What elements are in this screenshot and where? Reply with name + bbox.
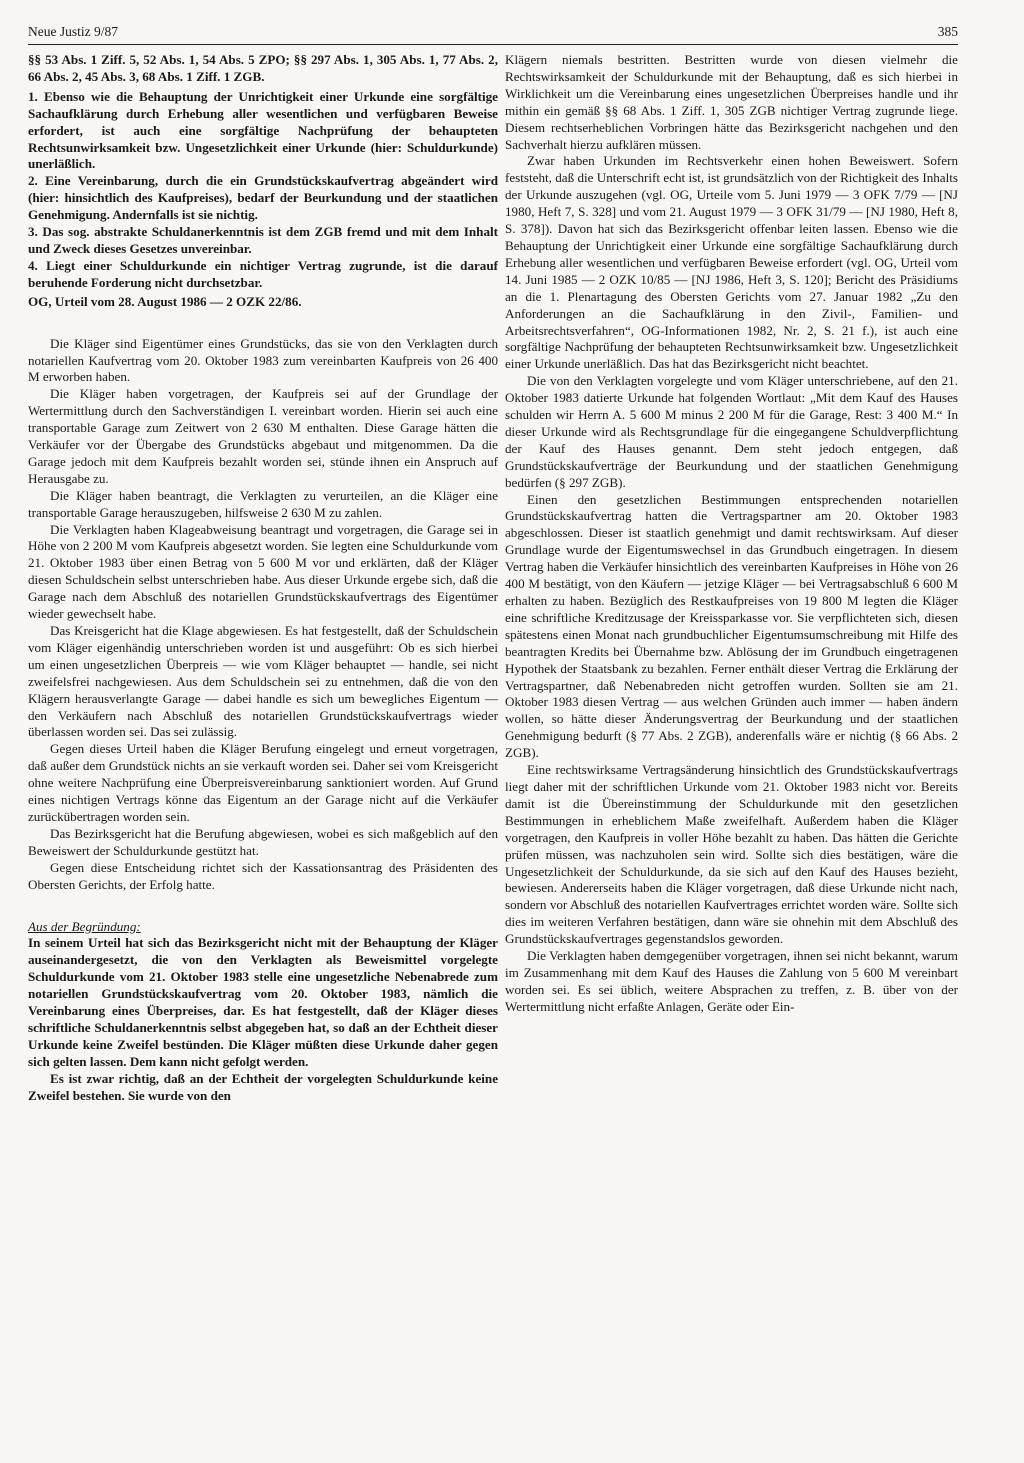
facts-paragraph: Die Kläger haben vorgetragen, der Kaufpreis sei auf der Grundlage der Wertermittlung durch den Sachverständigen I. vereinbart worden. Hierin sei auch eine transportable Garage zum Zeitwert von 2 630 M enthalten. Diese Garage hätten die Verkäufer vor der Übergabe des Grundstücks abgebaut und mitgenommen. Da die Garage jedoch mit dem Kaufpreis bezahlt worden sei, stünde ihnen ein Anspruch auf Herausgabe zu. bbox=[28, 386, 498, 486]
headnote-4: 4. Liegt einer Schuldurkunde ein nichtiger Vertrag zugrunde, ist die darauf beruhende Forderung nicht durchsetzbar. bbox=[28, 257, 498, 290]
headnote-3: 3. Das sog. abstrakte Schuldanerkenntnis ist dem ZGB fremd und mit dem Inhalt und Zweck dieses Gesetzes unvereinbar. bbox=[28, 224, 498, 256]
reasons-paragraph: Einen den gesetzlichen Bestimmungen entsprechenden notariellen Grundstückskaufvertrag hatten die Vertragspartner am 20. Oktober 1983 abgeschlossen. Dieser ist staatlich genehmigt und damit rechtswirksam. Auf dieser Grundlage wurde der Eigentumswechsel in das Grundbuch eingetragen. In diesem Vertrag haben die Verkäufer hinsichtlich des vereinbarten Kaufpreises in Höhe von 26 400 M bestätigt, von den Käufern — jetzige Kläger — bei Vertragsabschluß 6 600 M erhalten zu haben. Bezüglich des Restkaufpreises von 19 800 M legten die Kläger eine schriftliche Kreditzusage der Kreissparkasse vor. Sie verpflichteten sich, diesen spätestens einen Monat nach grundbuchlicher Eigentumsumschreibung mit Hilfe des beantragten Kredits bei Übernahme bzw. Ablösung der im Grundbuch eingetragenen Hypothek der Staatsbank zu bezahlen. Ferner enthält dieser Vertrag die Erklärung der Vertragspartner, daß Nebenabreden nicht getroffen wurden. Sollten sie am 21. Oktober 1983 diesen Vertrag — aus welchen Gründen auch immer — haben ändern wollen, so hätte dieser Änderungsvertrag der Beurkundung und der staatlichen Genehmigung bedurft (§ 77 Abs. 2 ZGB), anderenfalls wäre er nichtig (§ 66 Abs. 2 ZGB). bbox=[505, 491, 958, 761]
reasons-paragraph: Eine rechtswirksame Vertragsänderung hinsichtlich des Grundstückskaufvertrags liegt daher mit der schriftlichen Urkunde vom 21. Oktober 1983 nicht vor. Bereits damit ist die Übereinstimmung der Schuldurkunde mit den gesetzlichen Bestimmungen in erheblichem Maße zweifelhaft. Außerdem haben die Kläger vorgetragen, den Kaufpreis in voller Höhe bezahlt zu haben. Das hätten die Gerichte prüfen müssen, was nachzuholen sein wird. Sollte sich dies bestätigen, wäre die Ungesetzlichkeit der Schuldurkunde, da sie sich auf den Kauf des Hauses bezieht, bewiesen. Andererseits haben die Kläger vorgetragen, daß diese Urkunde nicht nach, sondern vor Abschluß des notariellen Kaufvertrages errichtet worden wäre. Sollte sich dies im weiteren Verfahren bestätigen, dann wäre sie ohnehin mit dem Abschluß des Grundstückskaufvertrages gegenstandslos geworden. bbox=[505, 762, 958, 947]
reasons-paragraph: Die Verklagten haben demgegenüber vorgetragen, ihnen sei nicht bekannt, warum im Zusammenhang mit dem Kauf des Hauses die Zahlung von 5 600 M vereinbart worden sei. Es sei üblich, weitere Absprachen zu treffen, z. B. über von der Wertermittlung nicht erfaßte Anlagen, Geräte oder Ein- bbox=[505, 948, 958, 1014]
right-column bbox=[505, 52, 958, 1016]
facts-paragraph: Gegen diese Entscheidung richtet sich der Kassationsantrag des Präsidenten des Obersten Gerichts, der Erfolg hatte. bbox=[28, 859, 498, 892]
facts-paragraph: Die Kläger haben beantragt, die Verklagten zu verurteilen, an die Kläger eine transportable Garage herauszugeben, hilfsweise 2 630 M zu zahlen. bbox=[28, 487, 498, 520]
reasons-paragraph: Klägern niemals bestritten. Bestritten wurde von diesen vielmehr die Rechtswirksamkeit der Schuldurkunde mit der Behauptung, daß es sich hierbei in Wirklichkeit um die Vereinbarung eines ungesetzlichen Überpreises handle und ihr mithin ein gemäß §§ 68 Abs. 1 Ziff. 1, 305 ZGB nichtiger Vertrag zugrunde liege. Diesem rechtserheblichen Vorbringen hätte das Bezirksgericht nachgehen und den Sachverhalt hierzu aufklären müssen. bbox=[505, 52, 958, 152]
statute-citation: §§ 53 Abs. 1 Ziff. 5, 52 Abs. 1, 54 Abs. 5 ZPO; §§ 297 Abs. 1, 305 Abs. 1, 77 Abs. 2, 66 Abs. 2, 45 Abs. 3, 68 Abs. 1 Ziff. 1 ZGB. bbox=[28, 52, 498, 84]
page-number: 385 bbox=[937, 24, 958, 39]
facts-paragraph: Die Kläger sind Eigentümer eines Grundstücks, das sie von den Verklagten durch notariellen Kaufvertrag vom 20. Oktober 1983 zum vereinbarten Kaufpreis von 26 400 M erworben haben. bbox=[28, 335, 498, 385]
left-column bbox=[28, 52, 498, 1104]
facts-paragraph: Das Bezirksgericht hat die Berufung abgewiesen, wobei es sich maßgeblich auf den Beweiswert der Schuldurkunde gestützt hat. bbox=[28, 825, 498, 858]
journal-title: Neue Justiz 9/87 bbox=[28, 24, 118, 39]
reasons-paragraph: Es ist zwar richtig, daß an der Echtheit der vorgelegten Schuldurkunde keine Zweifel bestehen. Sie wurde von den bbox=[28, 1070, 498, 1103]
reasons-heading: Aus der Begründung: bbox=[28, 918, 141, 934]
reasons-paragraph: Die von den Verklagten vorgelegte und vom Kläger unterschriebene, auf den 21. Oktober 1983 datierte Urkunde hat folgenden Wortlaut: „Mit dem Kauf des Hauses schulden wir Herrn A. 5 600 M minus 2 200 M für die Garage, Rest: 3 400 M.“ In dieser Urkunde wird als Rechtsgrundlage für die eingegangene Schuldverpflichtung der Kauf des Hauses genannt. Dem steht jedoch entgegen, daß Grundstückskaufverträge der Beurkundung und der staatlichen Genehmigung bedürfen (§ 297 ZGB). bbox=[505, 373, 958, 490]
facts-paragraph: Die Verklagten haben Klageabweisung beantragt und vorgetragen, die Garage sei in Höhe von 2 200 M vom Kaufpreis abgesetzt worden. Sie legten eine Schuldurkunde vom 21. Oktober 1983 über einen Betrag von 5 600 M vor und erklärten, daß der Kläger diesen Schuldschein selbst unterschrieben habe. Aus dieser Urkunde ergebe sich, daß die Garage nach dem Abschluß des notariellen Grundstückskaufvertrags des Eigentümer wieder gewechselt habe. bbox=[28, 521, 498, 622]
facts-paragraph: Das Kreisgericht hat die Klage abgewiesen. Es hat festgestellt, daß der Schuldschein vom Kläger eigenhändig unterschrieben worden ist und ausgeführt: Ob es sich hierbei um einen ungesetzlichen Überpreis — wie vom Kläger behauptet — handle, sei nicht zweifelsfrei nachgewiesen. Aus dem Schuldschein sei zu entnehmen, daß die von den Klägern herausverlangte Garage — dabei handle es sich um bewegliches Eigentum — den Verkäufern nach Abschluß des notariellen Grundstückskaufvertrags wieder überlassen worden sei. Das sei zulässig. bbox=[28, 623, 498, 740]
facts-paragraph: Gegen dieses Urteil haben die Kläger Berufung eingelegt und erneut vorgetragen, daß außer dem Grundstück nichts an sie verkauft worden sei. Daher sei vom Kreisgericht ohne weitere Nachprüfung eine Überpreisvereinbarung sanktioniert worden. Auf Grund eines nichtigen Vertrags könne das Eigentum an der Garage nicht auf die Verkäufer zurückübertragen worden sein. bbox=[28, 741, 498, 824]
headnote-1: 1. Ebenso wie die Behauptung der Unrichtigkeit einer Urkunde eine sorgfältige Sachaufklärung durch Erhebung aller wesentlichen und verfügbaren Beweise erfordert, ist auch eine sorgfältige Nachprüfung der behaupteten Rechtsunwirksamkeit bzw. Ungesetzlichkeit einer Urkunde (hier: Schuldurkunde) unerläßlich. bbox=[28, 88, 498, 172]
reasons-paragraph: In seinem Urteil hat sich das Bezirksgericht nicht mit der Behauptung der Kläger auseinandergesetzt, die von den Verklagten als Beweismittel vorgelegte Schuldurkunde vom 21. Oktober 1983 stelle eine ungesetzliche Nebenabrede zum notariellen Grundstückskaufvertrag vom 20. Oktober 1983, nämlich die Vereinbarung eines Überpreises, dar. Es hat festgestellt, daß der Kläger dieses schriftliche Schuldanerkenntnis selbst abgegeben hat, so daß an der Echtheit dieser Urkunde keine Zweifel bestünden. Die Kläger müßten diese Urkunde daher gegen sich gelten lassen. Dem kann nicht gefolgt werden. bbox=[28, 935, 498, 1069]
headnote-2: 2. Eine Vereinbarung, durch die ein Grundstückskaufvertrag abgeändert wird (hier: hinsichtlich des Kaufpreises), bedarf der Beurkundung und der staatlichen Genehmigung. Andernfalls ist sie nichtig. bbox=[28, 173, 498, 223]
court-reference: OG, Urteil vom 28. August 1986 — 2 OZK 22/86. bbox=[28, 293, 302, 309]
reasons-paragraph: Zwar haben Urkunden im Rechtsverkehr einen hohen Beweiswert. Sofern feststeht, daß die Unterschrift echt ist, ist grundsätzlich von der Richtigkeit des Inhalts der Urkunde auszugehen (vgl. OG, Urteile vom 5. Juni 1979 — 3 OFK 7/79 — [NJ 1980, Heft 7, S. 328] und vom 21. August 1979 — 3 OFK 31/79 — [NJ 1980, Heft 8, S. 378]). Davon hat sich das Bezirksgericht offenbar leiten lassen. Ebenso wie die Behauptung der Unrichtigkeit einer Urkunde eine sorgfältige Sachaufklärung durch Erhebung aller wesentlichen und verfügbaren Beweise erfordert (vgl. OG, Urteil vom 14. Juni 1985 — 2 OZK 10/85 — [NJ 1986, Heft 3, S. 120]; Bericht des Präsidiums an die 1. Plenartagung des Obersten Gerichts vom 27. Januar 1982 „Zu den Anforderungen an die Sachaufklärung in den Zivil-, Familien- und Arbeitsrechtsverfahren“, OG-Informationen 1982, Nr. 2, S. 21 f.), ist auch eine sorgfältige Nachprüfung der behaupteten Rechtsunwirksamkeit bzw. Ungesetzlichkeit einer Urkunde unerläßlich. Das hat das Bezirksgericht nicht beachtet. bbox=[505, 153, 958, 372]
page-header bbox=[28, 22, 958, 45]
